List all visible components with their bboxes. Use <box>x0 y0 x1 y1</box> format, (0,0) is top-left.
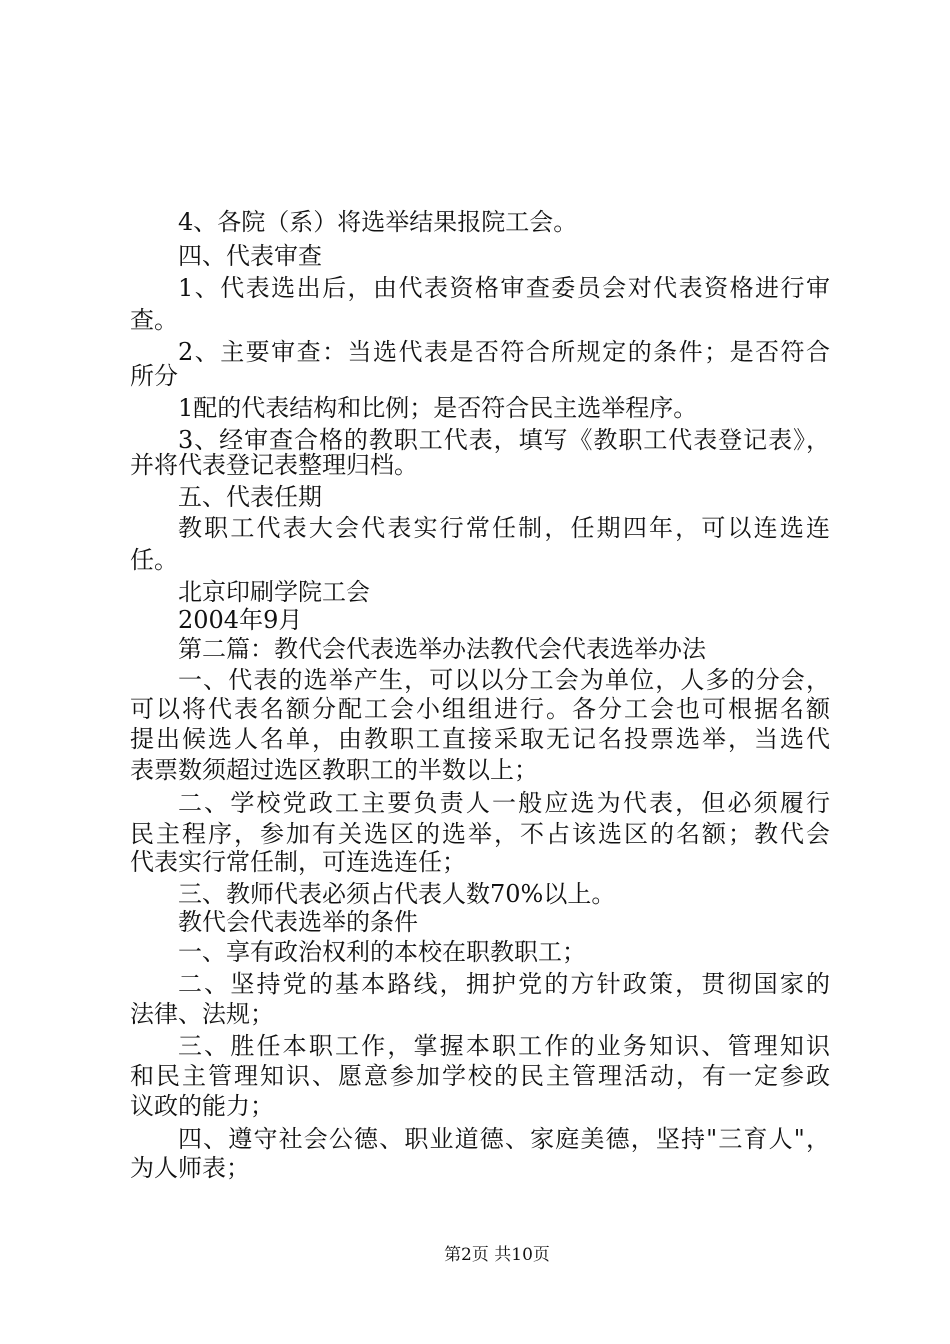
paragraph-line: 并将代表登记表整理归档。 <box>130 451 418 479</box>
paragraph-line: 任。 <box>130 546 178 574</box>
paragraph-line: 所分 <box>130 362 178 390</box>
paragraph-line: 为人师表； <box>130 1154 250 1182</box>
paragraph-line: 三、教师代表必须占代表人数70%以上。 <box>178 880 616 908</box>
paragraph-line: 2、主要审查：当选代表是否符合所规定的条件；是否符合 <box>178 338 830 366</box>
chapter-title-line: 第二篇：教代会代表选举办法教代会代表选举办法 <box>178 635 706 663</box>
paragraph-line: 法律、法规； <box>130 1000 274 1028</box>
subheading-line: 教代会代表选举的条件 <box>178 908 418 936</box>
paragraph-line: 和民主管理知识、愿意参加学校的民主管理活动，有一定参政 <box>130 1062 830 1090</box>
signature-org-line: 北京印刷学院工会 <box>178 578 370 606</box>
paragraph-line: 一、代表的选举产生，可以以分工会为单位，人多的分会， <box>178 666 830 694</box>
paragraph-line: 二、学校党政工主要负责人一般应选为代表，但必须履行 <box>178 789 830 817</box>
paragraph-line: 四、遵守社会公德、职业道德、家庭美德，坚持"三育人"， <box>178 1125 830 1153</box>
paragraph-line: 查。 <box>130 306 178 334</box>
paragraph-line: 二、坚持党的基本路线，拥护党的方针政策，贯彻国家的 <box>178 970 830 998</box>
paragraph-line: 4、各院（系）将选举结果报院工会。 <box>178 208 578 236</box>
section-heading-line: 五、代表任期 <box>178 483 322 511</box>
paragraph-line: 代表实行常任制，可连选连任； <box>130 848 466 876</box>
paragraph-line: 一、享有政治权利的本校在职教职工； <box>178 938 586 966</box>
paragraph-line: 民主程序，参加有关选区的选举，不占该选区的名额；教代会 <box>130 820 830 848</box>
paragraph-line: 1配的代表结构和比例；是否符合民主选举程序。 <box>178 394 698 422</box>
signature-date-line: 2004年9月 <box>178 606 303 634</box>
page-number-footer: 第2页 共10页 <box>444 1245 550 1265</box>
paragraph-line: 三、胜任本职工作，掌握本职工作的业务知识、管理知识 <box>178 1032 830 1060</box>
paragraph-line: 3、经审查合格的教职工代表，填写《教职工代表登记表》， <box>178 426 830 454</box>
paragraph-line: 提出候选人名单，由教职工直接采取无记名投票选举，当选代 <box>130 725 830 753</box>
section-heading-line: 四、代表审查 <box>178 242 322 270</box>
paragraph-line: 教职工代表大会代表实行常任制，任期四年，可以连选连 <box>178 514 830 542</box>
paragraph-line: 可以将代表名额分配工会小组组进行。各分工会也可根据名额 <box>130 695 830 723</box>
paragraph-line: 议政的能力； <box>130 1092 274 1120</box>
paragraph-line: 表票数须超过选区教职工的半数以上； <box>130 756 538 784</box>
paragraph-line: 1、代表选出后，由代表资格审查委员会对代表资格进行审 <box>178 274 830 302</box>
